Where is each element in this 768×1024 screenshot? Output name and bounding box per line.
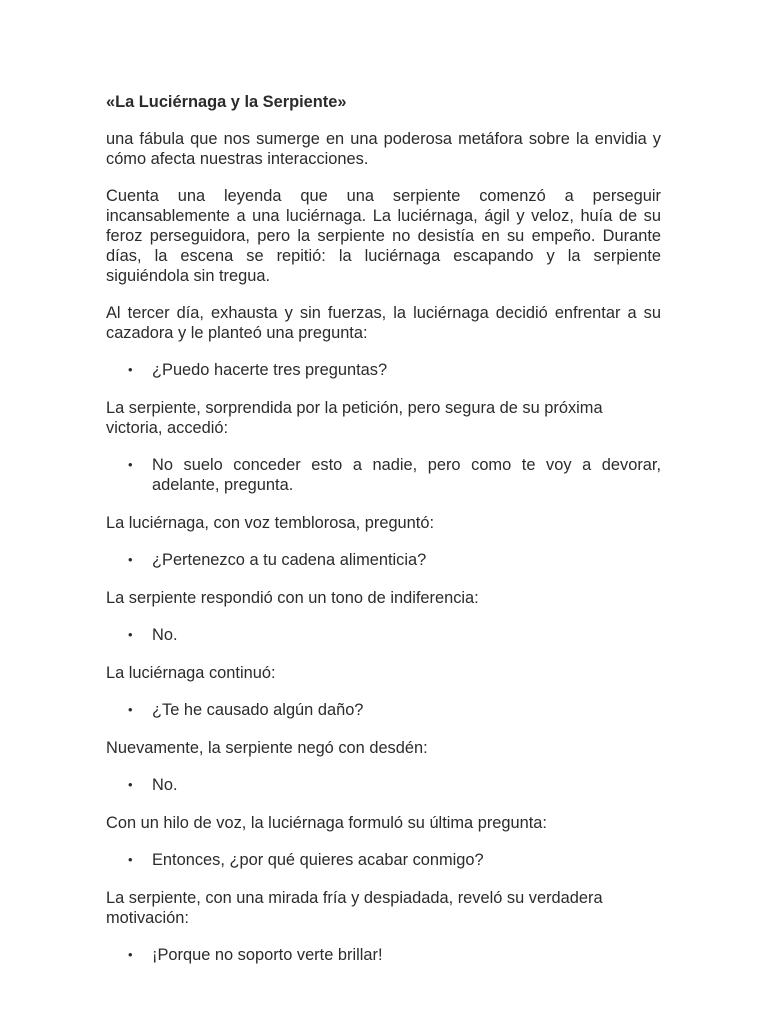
bullet-list <box>106 625 661 645</box>
list-item: • ¡Porque no soporto verte brillar! <box>152 945 661 965</box>
intro-paragraph: una fábula que nos sumerge en una poderosa metáfora sobre la envidia y cómo afecta nuestras interacciones. <box>106 130 661 168</box>
bullet-list <box>106 945 661 965</box>
list-item: • ¿Puedo hacerte tres preguntas? <box>152 360 661 380</box>
paragraph-legend: Cuenta una leyenda que una serpiente comenzó a perseguir incansablemente a una luciérnaga. La luciérnaga, ágil y veloz, huía de su feroz perseguidora, pero la serpiente no desistía en su empeño. Durante días, la escena se repitió: la luciérnaga escapando y la serpiente siguiéndola sin tregua. <box>106 187 661 285</box>
list-item: • No suelo conceder esto a nadie, pero como te voy a devorar, adelante, pregunta. <box>152 455 661 495</box>
paragraph-serpent-responds: La serpiente respondió con un tono de indiferencia: <box>106 589 479 607</box>
list-item: • Entonces, ¿por qué quieres acabar conmigo? <box>152 850 661 870</box>
paragraph-third-day: Al tercer día, exhausta y sin fuerzas, la luciérnaga decidió enfrentar a su cazadora y le planteó una pregunta: <box>106 304 661 342</box>
list-item: • No. <box>152 775 661 795</box>
paragraph-firefly-asks: La luciérnaga, con voz temblorosa, preguntó: <box>106 514 435 532</box>
paragraph-revelation: La serpiente, con una mirada fría y despiadada, reveló su verdadera motivación: <box>106 889 603 927</box>
bullet-list <box>106 550 661 570</box>
list-item: • ¿Pertenezco a tu cadena alimenticia? <box>152 550 661 570</box>
list-item: • No. <box>152 625 661 645</box>
bullet-list <box>106 775 661 795</box>
paragraph-serpent-denies: Nuevamente, la serpiente negó con desdén: <box>106 739 428 757</box>
bullet-list <box>106 455 661 495</box>
bullet-list <box>106 360 661 380</box>
bullet-list <box>106 700 661 720</box>
paragraph-last-question: Con un hilo de voz, la luciérnaga formuló su última pregunta: <box>106 814 547 832</box>
document-page <box>106 92 661 983</box>
list-item: • ¿Te he causado algún daño? <box>152 700 661 720</box>
paragraph-serpent-accepts: La serpiente, sorprendida por la petición, pero segura de su próxima victoria, accedió: <box>106 399 603 437</box>
bullet-list <box>106 850 661 870</box>
paragraph-firefly-continues: La luciérnaga continuó: <box>106 664 276 682</box>
document-title: «La Luciérnaga y la Serpiente» <box>106 93 347 111</box>
